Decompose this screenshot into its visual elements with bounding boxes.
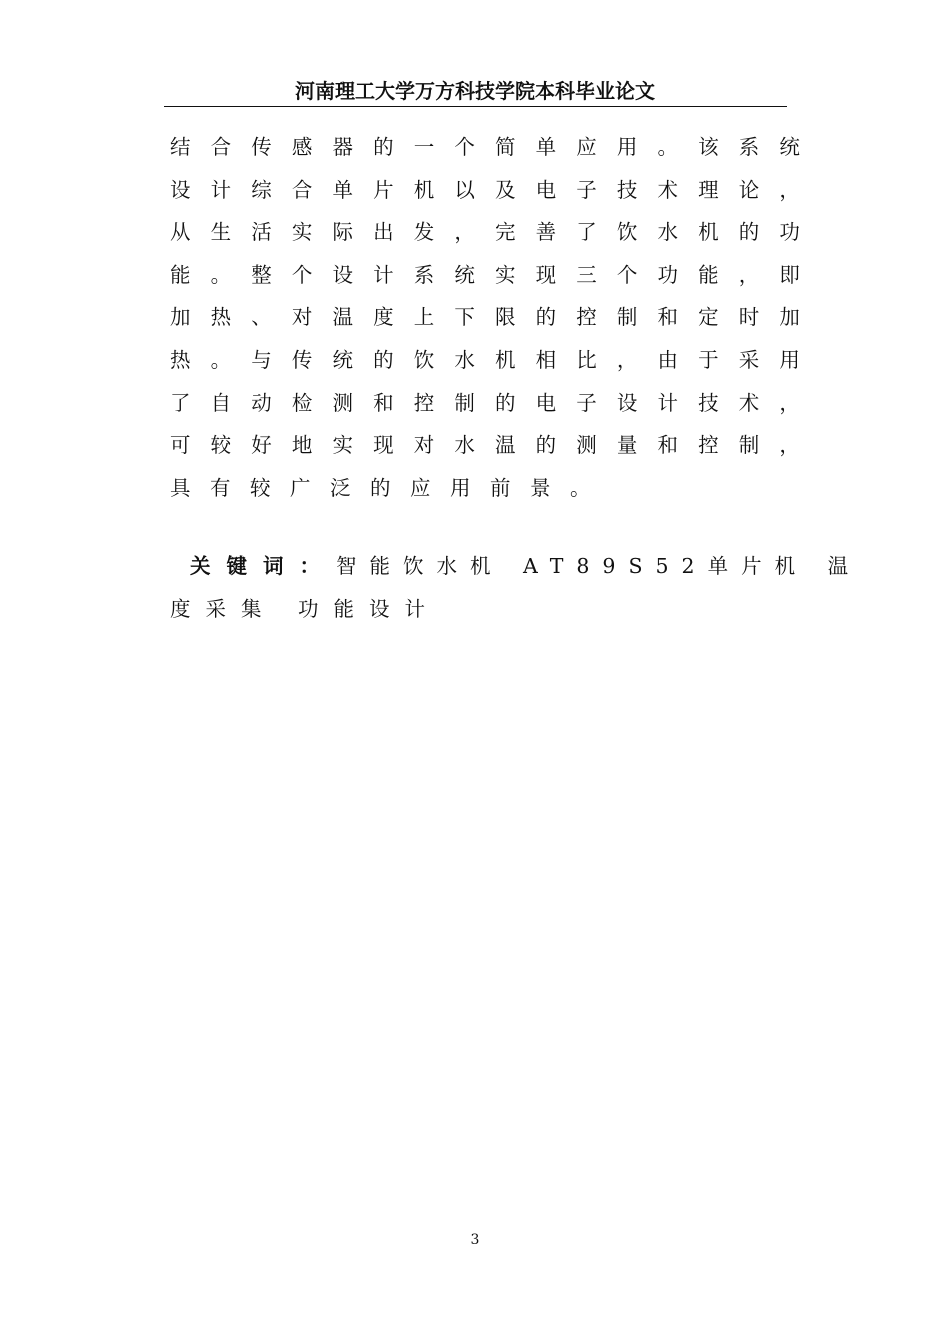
body-char: 综 bbox=[251, 177, 272, 202]
body-char: 较 bbox=[210, 433, 232, 458]
body-char: 和 bbox=[373, 390, 394, 415]
body-char: 出 bbox=[373, 220, 394, 245]
body-char: 三 bbox=[576, 262, 597, 287]
body-char: 计 bbox=[657, 390, 678, 415]
body-char: ， bbox=[738, 262, 760, 287]
body-char: 理 bbox=[698, 177, 719, 202]
body-char: 技 bbox=[616, 177, 638, 202]
body-char: 水 bbox=[454, 347, 475, 372]
body-char: 加 bbox=[779, 305, 800, 330]
keywords-text-1: 智能饮水机 AT89S52单片机 温 bbox=[336, 554, 862, 578]
body-char: 活 bbox=[251, 220, 272, 245]
body-char: 加 bbox=[170, 305, 191, 330]
body-char: 结 bbox=[170, 135, 191, 159]
body-char: 现 bbox=[535, 262, 557, 287]
body-char: 设 bbox=[170, 177, 191, 202]
keywords-text-2: 度采集 功能设计 bbox=[170, 596, 441, 621]
body-char: 统 bbox=[454, 262, 475, 287]
body-char: 计 bbox=[373, 262, 394, 287]
body-char: 与 bbox=[251, 347, 272, 372]
body-char: 实 bbox=[332, 433, 353, 458]
body-char: 电 bbox=[535, 177, 557, 202]
body-char: 了 bbox=[576, 220, 597, 245]
body-char: 一 bbox=[413, 135, 435, 159]
body-char: 机 bbox=[698, 220, 719, 245]
body-char: 地 bbox=[291, 433, 313, 458]
body-char: 。 bbox=[657, 135, 678, 159]
keywords-line-2 bbox=[170, 588, 800, 631]
body-char: 即 bbox=[779, 262, 800, 287]
body-char: 饮 bbox=[616, 220, 638, 245]
body-char: 该 bbox=[698, 135, 719, 159]
body-char: 饮 bbox=[413, 347, 435, 372]
body-char: 实 bbox=[291, 220, 313, 245]
body-char: 机 bbox=[495, 347, 516, 372]
body-char: 个 bbox=[616, 262, 638, 287]
body-char: ， bbox=[454, 220, 475, 245]
body-char: 机 bbox=[413, 177, 435, 202]
body-char: 度 bbox=[373, 305, 394, 330]
body-char: 合 bbox=[291, 177, 313, 202]
body-char: 上 bbox=[413, 305, 435, 330]
body-char: 温 bbox=[495, 433, 516, 458]
body-char: 子 bbox=[576, 177, 597, 202]
body-char: 合 bbox=[210, 135, 232, 159]
body-char: 。 bbox=[210, 262, 232, 287]
body-char: 比 bbox=[576, 347, 597, 372]
body-char: 现 bbox=[373, 433, 394, 458]
body-char: 的 bbox=[373, 347, 394, 372]
body-char: 限 bbox=[495, 305, 516, 330]
body-char: ， bbox=[616, 347, 638, 372]
body-char: 热 bbox=[170, 347, 191, 372]
body-char: 可 bbox=[170, 433, 191, 458]
body-char: 动 bbox=[251, 390, 272, 415]
page-header-title: 河南理工大学万方科技学院本科毕业论文 bbox=[295, 79, 655, 103]
body-line-3 bbox=[170, 211, 800, 254]
keywords-label: 关键词： bbox=[190, 554, 336, 578]
body-line-1 bbox=[170, 126, 800, 169]
body-char: 设 bbox=[616, 390, 638, 415]
body-char: 能 bbox=[170, 262, 191, 287]
body-char: 了 bbox=[170, 390, 191, 415]
body-char: 统 bbox=[332, 347, 353, 372]
body-char: 的 bbox=[373, 135, 394, 159]
body-char: 制 bbox=[616, 305, 638, 330]
page-number: 3 bbox=[470, 1232, 480, 1248]
body-char: 的 bbox=[535, 305, 557, 330]
body-char: 系 bbox=[413, 262, 435, 287]
body-char: 控 bbox=[576, 305, 597, 330]
body-char: 功 bbox=[779, 220, 800, 245]
body-char: 温 bbox=[332, 305, 353, 330]
body-char: 际 bbox=[332, 220, 353, 245]
body-char: ， bbox=[779, 433, 800, 458]
body-char: 以 bbox=[454, 177, 475, 202]
body-char: 热 bbox=[210, 305, 232, 330]
body-char: 传 bbox=[291, 347, 313, 372]
body-char: 单 bbox=[535, 135, 557, 159]
body-char: 制 bbox=[738, 433, 760, 458]
body-char: 好 bbox=[251, 433, 272, 458]
body-char: 及 bbox=[495, 177, 516, 202]
body-char: 、 bbox=[251, 305, 272, 330]
body-char: ， bbox=[779, 177, 800, 202]
body-char: 整 bbox=[251, 262, 272, 287]
header-divider bbox=[164, 106, 787, 107]
body-char: 应 bbox=[576, 135, 597, 159]
body-char: 个 bbox=[291, 262, 313, 287]
body-char: 自 bbox=[210, 390, 232, 415]
body-char: 时 bbox=[738, 305, 760, 330]
body-char: 对 bbox=[291, 305, 313, 330]
body-char: 设 bbox=[332, 262, 353, 287]
body-char: 单 bbox=[332, 177, 353, 202]
body-line-2 bbox=[170, 169, 800, 212]
body-char: 于 bbox=[698, 347, 719, 372]
keywords-section bbox=[170, 545, 862, 630]
body-char: 的 bbox=[738, 220, 760, 245]
body-char: 用 bbox=[779, 347, 800, 372]
body-char: 检 bbox=[291, 390, 313, 415]
body-char: 片 bbox=[373, 177, 394, 202]
body-char: 功 bbox=[657, 262, 678, 287]
keywords-line-1 bbox=[170, 545, 862, 588]
body-char: 下 bbox=[454, 305, 475, 330]
body-char: 术 bbox=[738, 390, 760, 415]
body-line-7 bbox=[170, 382, 800, 425]
body-char: 能 bbox=[698, 262, 719, 287]
body-line-8 bbox=[170, 424, 800, 467]
body-char: 制 bbox=[454, 390, 475, 415]
body-char: 感 bbox=[291, 135, 313, 159]
body-char: 传 bbox=[251, 135, 272, 159]
body-line-6 bbox=[170, 339, 800, 382]
body-char: 量 bbox=[616, 433, 638, 458]
body-char: 由 bbox=[657, 347, 678, 372]
body-line-5 bbox=[170, 296, 800, 339]
body-char: 完 bbox=[495, 220, 516, 245]
body-char: 水 bbox=[454, 433, 475, 458]
body-char: 相 bbox=[535, 347, 557, 372]
body-char: 统 bbox=[779, 135, 800, 159]
abstract-body bbox=[170, 126, 800, 509]
body-char: 发 bbox=[413, 220, 435, 245]
body-char: 定 bbox=[698, 305, 719, 330]
body-char: ， bbox=[779, 390, 800, 415]
body-char: 用 bbox=[616, 135, 638, 159]
body-char: 电 bbox=[535, 390, 557, 415]
body-char: 。 bbox=[210, 347, 232, 372]
body-char: 控 bbox=[698, 433, 719, 458]
body-line-4 bbox=[170, 254, 800, 297]
body-char: 术 bbox=[657, 177, 678, 202]
body-line-9: 具有较广泛的应用前景。 bbox=[170, 475, 610, 500]
body-char: 技 bbox=[698, 390, 719, 415]
body-char: 善 bbox=[535, 220, 557, 245]
body-char: 个 bbox=[454, 135, 475, 159]
body-char: 和 bbox=[657, 433, 678, 458]
body-char: 测 bbox=[332, 390, 353, 415]
body-char: 和 bbox=[657, 305, 678, 330]
body-char: 简 bbox=[495, 135, 516, 159]
body-char: 从 bbox=[170, 220, 191, 245]
body-char: 系 bbox=[738, 135, 760, 159]
body-char: 采 bbox=[738, 347, 760, 372]
body-char: 器 bbox=[332, 135, 353, 159]
body-char: 水 bbox=[657, 220, 678, 245]
body-char: 控 bbox=[413, 390, 435, 415]
body-char: 的 bbox=[495, 390, 516, 415]
body-char: 生 bbox=[210, 220, 232, 245]
body-char: 计 bbox=[210, 177, 232, 202]
body-char: 的 bbox=[535, 433, 557, 458]
body-char: 对 bbox=[413, 433, 435, 458]
body-char: 论 bbox=[738, 177, 760, 202]
body-char: 测 bbox=[576, 433, 597, 458]
body-char: 实 bbox=[495, 262, 516, 287]
body-char: 子 bbox=[576, 390, 597, 415]
